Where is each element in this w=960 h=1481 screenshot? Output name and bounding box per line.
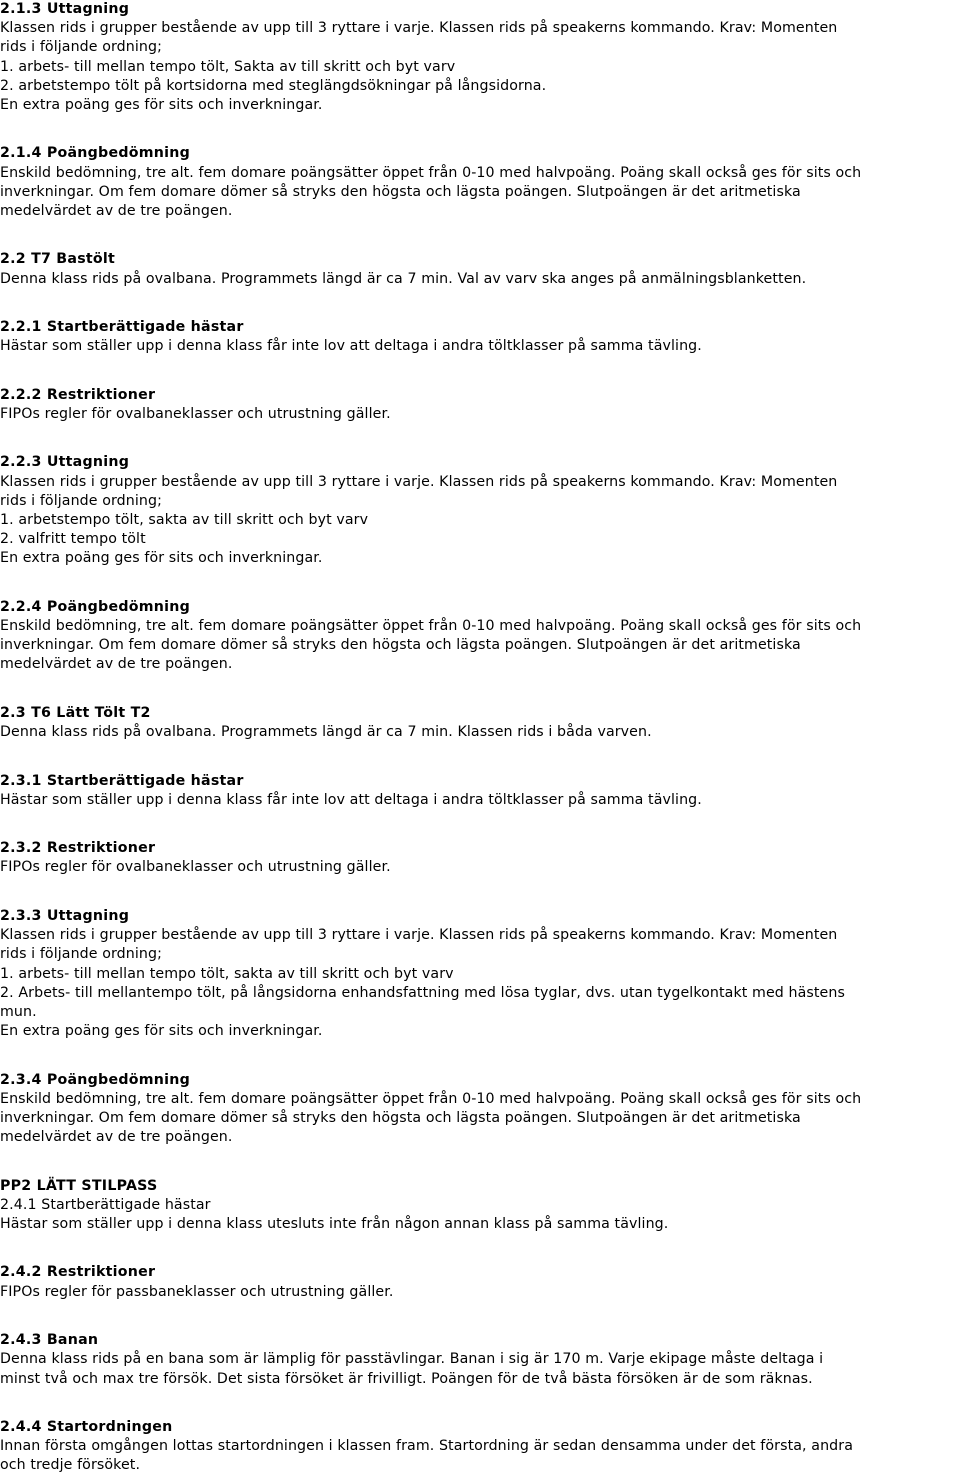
body-text-line: 2.4.1 Startberättigade hästar — [0, 1196, 211, 1213]
section-heading: 2.3.3 Uttagning — [0, 907, 130, 924]
body-text-line: Enskild bedömning, tre alt. fem domare poängsätter öppet från 0-10 med halvpoäng. Poäng skall också ges för sits och — [0, 618, 862, 635]
section-spacer — [0, 742, 960, 771]
section-heading: 2.4.4 Startordningen — [0, 1419, 173, 1436]
section-heading: 2.3.2 Restriktioner — [0, 840, 156, 857]
section-heading: 2.4.2 Restriktioner — [0, 1264, 156, 1281]
body-text-line: 2. Arbets- till mellantempo tölt, på långsidorna enhandsfattning med lösa tyglar, dvs. utan tygelkontakt med hästens — [0, 984, 845, 1001]
section-spacer — [0, 1234, 960, 1263]
body-text-line: mun. — [0, 1003, 37, 1020]
document-section — [0, 250, 960, 318]
section-spacer — [0, 810, 960, 839]
section-heading: 2.2.3 Uttagning — [0, 454, 130, 471]
document-section — [0, 772, 960, 840]
section-heading: 2.2 T7 Bastölt — [0, 251, 116, 268]
section-heading: 2.4.3 Banan — [0, 1332, 99, 1349]
body-text-line: FIPOs regler för ovalbaneklasser och utrustning gäller. — [0, 859, 391, 876]
body-text-line: 1. arbetstempo tölt, sakta av till skritt och byt varv — [0, 512, 369, 529]
body-text-line: Enskild bedömning, tre alt. fem domare poängsätter öppet från 0-10 med halvpoäng. Poäng skall också ges för sits och — [0, 1090, 862, 1107]
body-text-line: medelvärdet av de tre poängen. — [0, 202, 233, 219]
section-heading: 2.3.4 Poängbedömning — [0, 1071, 190, 1088]
section-spacer — [0, 1389, 960, 1418]
body-text-line: En extra poäng ges för sits och inverkningar. — [0, 1023, 323, 1040]
section-spacer — [0, 878, 960, 907]
section-spacer — [0, 289, 960, 318]
body-text-line: och tredje försöket. — [0, 1457, 141, 1474]
document-section — [0, 907, 960, 1071]
body-text-line: medelvärdet av de tre poängen. — [0, 1129, 233, 1146]
section-heading: PP2 LÄTT STILPASS — [0, 1177, 158, 1194]
section-heading: 2.2.1 Startberättigade hästar — [0, 319, 244, 336]
section-spacer — [0, 1147, 960, 1176]
document-section — [0, 1331, 960, 1418]
body-text-line: minst två och max tre försök. Det sista försöket är frivilligt. Poängen för de två bästa försöken är de som räknas. — [0, 1370, 813, 1387]
body-text-line: En extra poäng ges för sits och inverkningar. — [0, 550, 323, 567]
document-section — [0, 839, 960, 907]
body-text-line: Klassen rids i grupper bestående av upp till 3 ryttare i varje. Klassen rids på speakerns kommando. Krav: Momenten — [0, 927, 838, 944]
body-text-line: Denna klass rids på ovalbana. Programmets längd är ca 7 min. Val av varv ska anges på anmälningsblanketten. — [0, 270, 807, 287]
body-text-line: FIPOs regler för ovalbaneklasser och utrustning gäller. — [0, 406, 391, 422]
body-text-line: rids i följande ordning; — [0, 946, 163, 963]
section-spacer — [0, 675, 960, 704]
body-text-line: Klassen rids i grupper bestående av upp till 3 ryttare i varje. Klassen rids på speakerns kommando. Krav: Momenten — [0, 20, 838, 37]
section-heading: 2.1.3 Uttagning — [0, 1, 130, 17]
section-spacer — [0, 115, 960, 144]
section-spacer — [0, 424, 960, 453]
body-text-line: 2. valfritt tempo tölt — [0, 531, 146, 548]
body-text-line: 2. arbetstempo tölt på kortsidorna med steglängdsökningar på långsidorna. — [0, 77, 547, 94]
section-spacer — [0, 357, 960, 386]
body-text-line: inverkningar. Om fem domare dömer så stryks den högsta och lägsta poängen. Slutpoängen är det aritmetiska — [0, 1109, 801, 1126]
body-text-line: medelvärdet av de tre poängen. — [0, 656, 233, 673]
body-text-line: inverkningar. Om fem domare dömer så stryks den högsta och lägsta poängen. Slutpoängen är det aritmetiska — [0, 637, 801, 654]
section-spacer — [0, 569, 960, 598]
body-text-line: Hästar som ställer upp i denna klass utesluts inte från någon annan klass på samma tävling. — [0, 1216, 669, 1232]
document-section — [0, 318, 960, 386]
body-text-line: Enskild bedömning, tre alt. fem domare poängsätter öppet från 0-10 med halvpoäng. Poäng skall också ges för sits och — [0, 164, 862, 181]
document-section — [0, 598, 960, 704]
section-spacer — [0, 1041, 960, 1070]
section-heading: 2.3 T6 Lätt Tölt T2 — [0, 704, 151, 721]
body-text-line: Hästar som ställer upp i denna klass får inte lov att deltaga i andra töltklasser på samma tävling. — [0, 791, 702, 808]
document-section — [0, 1071, 960, 1177]
section-heading: 2.3.1 Startberättigade hästar — [0, 772, 244, 789]
document-section — [0, 1418, 960, 1476]
body-text-line: Innan första omgången lottas startordningen i klassen fram. Startordning är sedan densamma under det första, andra — [0, 1438, 853, 1455]
document-section — [0, 144, 960, 250]
body-text-line: rids i följande ordning; — [0, 39, 163, 56]
section-heading: 2.1.4 Poängbedömning — [0, 145, 190, 162]
body-text-line: Denna klass rids på ovalbana. Programmets längd är ca 7 min. Klassen rids i båda varven. — [0, 724, 652, 741]
section-heading: 2.2.4 Poängbedömning — [0, 598, 190, 615]
body-text-line: Klassen rids i grupper bestående av upp till 3 ryttare i varje. Klassen rids på speakerns kommando. Krav: Momenten — [0, 473, 838, 490]
body-text-line: rids i följande ordning; — [0, 492, 163, 509]
section-spacer — [0, 221, 960, 250]
document-section — [0, 0, 960, 144]
body-text-line: 1. arbets- till mellan tempo tölt, Sakta av till skritt och byt varv — [0, 58, 456, 75]
body-text-line: Denna klass rids på en bana som är lämplig för passtävlingar. Banan i sig är 170 m. Varje ekipage måste deltaga i — [0, 1351, 824, 1368]
body-text-line: En extra poäng ges för sits och inverkningar. — [0, 96, 323, 113]
document-section — [0, 704, 960, 772]
document-section — [0, 1263, 960, 1331]
document-section — [0, 386, 960, 454]
document-section — [0, 453, 960, 597]
body-text-line: 1. arbets- till mellan tempo tölt, sakta av till skritt och byt varv — [0, 965, 454, 982]
body-text-line: Hästar som ställer upp i denna klass får inte lov att deltaga i andra töltklasser på samma tävling. — [0, 338, 702, 355]
section-heading: 2.2.2 Restriktioner — [0, 386, 156, 403]
body-text-line: inverkningar. Om fem domare dömer så stryks den högsta och lägsta poängen. Slutpoängen är det aritmetiska — [0, 183, 801, 200]
body-text-line: FIPOs regler för passbaneklasser och utrustning gäller. — [0, 1283, 394, 1300]
section-spacer — [0, 1302, 960, 1331]
document-section — [0, 1177, 960, 1264]
